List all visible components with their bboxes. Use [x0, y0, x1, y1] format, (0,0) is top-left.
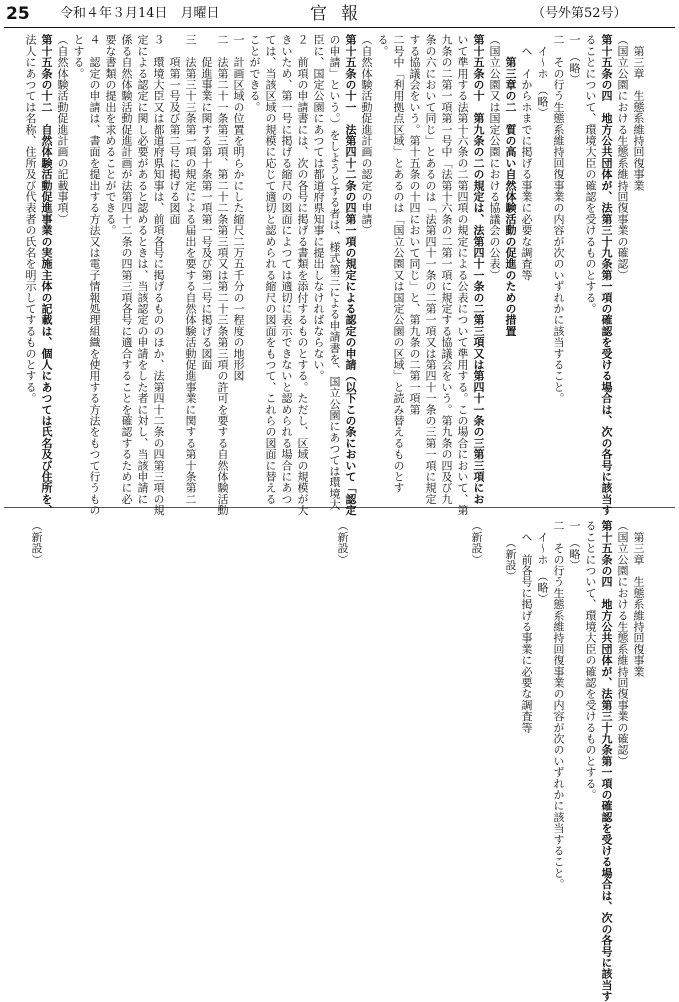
top-text-column: 第十五条の十一 法第四十二条の四第一項の規定による認定の申請（以下この条において「認定: [344, 34, 357, 516]
top-text-column: いて準用する法第十六条の二第四項の規定による公表について準用する。この場合において、第: [456, 34, 469, 516]
top-text-column: （国立公園における生態系維持回復事業の確認）: [616, 34, 629, 281]
new-provision-note: （新設）: [336, 520, 349, 565]
top-text-column: 第三章 生態系維持回復事業: [632, 34, 645, 191]
top-text-column: きいため、第一号に掲げる縮尺の図面によつては適切に表示できないと認められる場合にあつ: [280, 34, 293, 505]
bottom-text-column: 第十五条の四 地方公共団体が、法第三十九条第一項の確認を受ける場合は、次の各号に該当す: [600, 520, 613, 1002]
top-text-column: 第十五条の十 第九条の二の規定は、法第四十一条の二第三項又は第四十一条の三第三項にお: [472, 34, 485, 505]
bottom-text-column: イ〜ホ （略）: [536, 520, 549, 605]
top-text-column: する協議会をいう。第十五条の十四において同じ」と、第九条の二第一項第: [408, 34, 421, 415]
top-text-column: ３ 環境大臣又は都道府県知事は、前項各号に掲げるもののほか、法第四十二条の四第三項の規: [152, 34, 165, 516]
bottom-text-column: ヘ 前各号に掲げる事業に必要な調査等: [520, 520, 533, 733]
gazette-header: [0, 0, 679, 28]
top-text-column: 臣に、国定公園にあつては都道府県知事に提出しなければならない。: [312, 34, 325, 382]
top-text-column: ２ 前項の申請書には、次の各号に掲げる書類を添付するものとする。ただし、区域の規模が大: [296, 34, 309, 516]
gazette-title: 官報: [310, 4, 372, 24]
top-text-column: 一 （略）: [568, 34, 581, 85]
top-text-column: （自然体験活動促進計画の認定の申請）: [360, 34, 373, 236]
top-text-column: 第三章の二 質の高い自然体験活動の促進のための措置: [504, 34, 517, 337]
top-text-column: （自然体験活動促進計画の記載事項）: [56, 34, 69, 225]
top-text-column: 第十五条の四 地方公共団体が、法第三十九条第一項の確認を受ける場合は、次の各号に該当す: [600, 34, 613, 516]
bottom-text-column: 第三章 生態系維持回復事業: [632, 520, 645, 677]
top-text-column: ることについて、環境大臣の確認を受けるものとする。: [584, 34, 597, 314]
top-text-column: 三 法第三十三条第一項の規定による届出を要する自然体験活動促進事業に関する第十条第二: [184, 34, 197, 505]
issue-date: 令和４年３月14日 月曜日: [60, 6, 220, 21]
top-text-column: ては、当該区域の規模に応じて適切と認められる縮尺の図面をもつて、これらの図面に替える: [264, 34, 277, 505]
top-text-column: ことができる。: [248, 34, 261, 113]
top-text-column: 促進事業に関する第十条第一項第一号及び第二号に掲げる図面: [200, 34, 213, 370]
bottom-text-column: 二 その行う生態系維持回復事業の内容が次のいずれかに該当すること。: [552, 520, 565, 890]
top-text-column: ４ 認定の申請は、書面を提出する方法又は電子情報処理組織を使用する方法をもつて行うもの: [88, 34, 101, 516]
top-text-column: ヘ イからホまでに掲げる事業に必要な調査等: [520, 34, 533, 281]
top-text-column: 係る自然体験活動促進計画が法第四十二条の四第三項各号に適合することを確認するために必: [120, 34, 133, 505]
page-number: 25: [6, 4, 30, 24]
bottom-text-column: （国立公園における生態系維持回復事業の確認）: [616, 520, 629, 767]
bottom-text-column: （新設）: [504, 520, 517, 582]
new-provision-note: （新設）: [30, 520, 43, 565]
bottom-text-column: 一 （略）: [568, 520, 581, 571]
top-text-column: 定による認定に関し必要があると認めるときは、当該認定の申請をした者に対し、当該申請に: [136, 34, 149, 505]
top-text-column: イ〜ホ （略）: [536, 34, 549, 119]
top-text-column: 二 その行う生態系維持回復事業の内容が次のいずれかに該当すること。: [552, 34, 565, 404]
bottom-text-column: ることについて、環境大臣の確認を受けるものとする。: [584, 520, 597, 800]
issue-number: （号外第52号）: [532, 6, 627, 21]
top-text-column: る。: [376, 34, 389, 57]
top-text-column: 条の六において同じ」とあるのは「法第四十一条の二第一項又は第四十一条の三第一項に規定: [424, 34, 437, 505]
top-text-column: 法人にあつては名称、住所及び代表者の氏名を明示してするものとする。: [24, 34, 37, 404]
top-text-column: 二 法第二十一条第三項、第二十二条第三項又は第二十三条第三項の許可を要する自然体験活動: [216, 34, 229, 516]
top-text-column: 一 計画区域の位置を明らかにした縮尺二万五千分の一程度の地形図: [232, 34, 245, 382]
header-rule: [4, 27, 675, 28]
top-text-column: 第十五条の十二 自然体験活動促進事業の実施主体の記載は、個人にあつては氏名及び住所を、: [40, 34, 53, 516]
top-text-column: （国立公園又は国定公園における協議会の公表）: [488, 34, 501, 281]
new-provision-note: （新設）: [470, 520, 483, 565]
top-text-column: 要な書類の提出を求めることができる。: [104, 34, 117, 236]
top-text-column: の申請」という。）をしようとする者は、様式第三による申請書を、国立公園にあつては環境大: [328, 34, 341, 511]
top-text-column: 九条の二第一項第一号中「法第十六条の二第一項に規定する協議会をいう。第九条の四及び九: [440, 34, 453, 505]
top-text-column: とする。: [72, 34, 85, 79]
top-text-column: 項第一号及び第二号に掲げる図面: [168, 34, 181, 225]
top-text-column: 二号中「利用拠点区域」とあるのは「国立公園又は国定公園の区域」と読み替えるものとす: [392, 34, 405, 494]
